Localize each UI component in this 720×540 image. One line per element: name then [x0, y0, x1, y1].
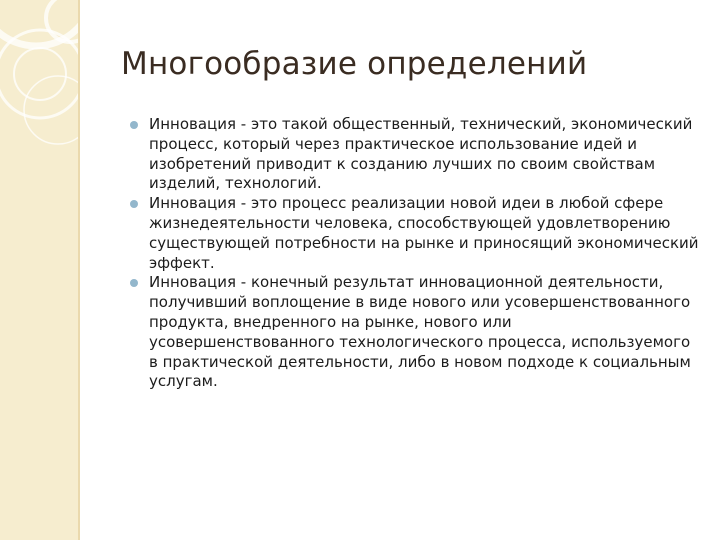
side-decoration-band	[0, 0, 78, 540]
list-item	[126, 273, 701, 392]
definition-text: Инновация - это такой общественный, технический, экономический процесс, который через практическое использование идей и изобретений приводит к созданию лучших по своим свойствам изделий, технологий.	[149, 115, 693, 193]
definition-text: Инновация - это процесс реализации новой идеи в любой сфере жизнедеятельности человека, способствующей удовлетворению существующей потребности на рынке и приносящий экономический эффект.	[149, 194, 699, 272]
definition-text: Инновация - конечный результат инновационной деятельности, получивший воплощение в виде нового или усовершенствованного продукта, внедренного на рынке, нового или усовершенствованного технологического процесса, используемого в практической деятельности, либо в новом подходе к социальным услугам.	[149, 273, 691, 391]
definitions-list	[126, 115, 701, 392]
decor-circle-inner	[14, 48, 66, 100]
decor-circle-outline	[24, 76, 78, 144]
list-item	[126, 194, 701, 273]
bullet-icon	[130, 200, 138, 208]
bullet-icon	[130, 121, 138, 129]
decorative-circles-graphic	[0, 0, 78, 540]
slide-title: Многообразие определений	[121, 46, 588, 82]
list-item	[126, 115, 701, 194]
side-divider-line	[78, 0, 80, 540]
bullet-icon	[130, 279, 138, 287]
